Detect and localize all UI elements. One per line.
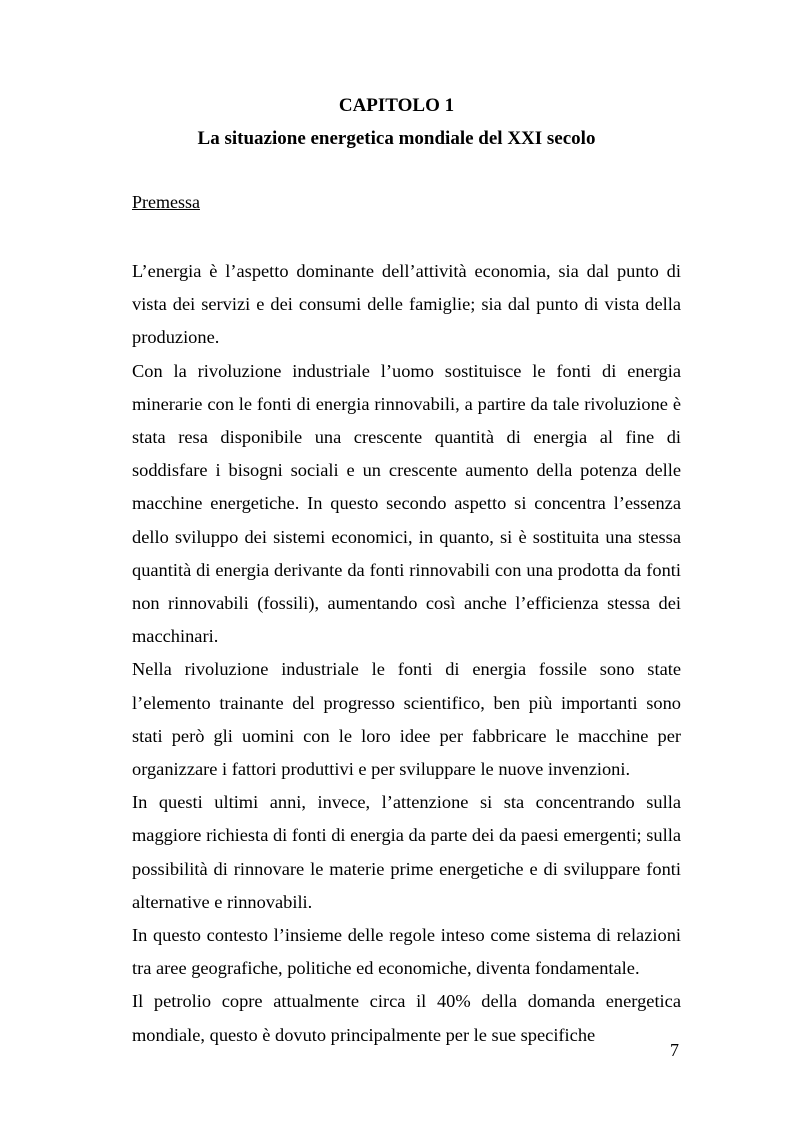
paragraph: L’energia è l’aspetto dominante dell’attività economia, sia dal punto di vista dei servizi e dei consumi delle famiglie; sia dal punto di vista della produzione. xyxy=(132,261,681,348)
chapter-title: La situazione energetica mondiale del XXI secolo xyxy=(197,128,596,149)
paragraph: Nella rivoluzione industriale le fonti di energia fossile sono state l’elemento trainante del progresso scientifico, ben più importanti sono stati però gli uomini con le loro idee per fabbricare le macchine per organizzare i fattori produttivi e per sviluppare le nuove invenzioni. xyxy=(132,659,681,780)
paragraph: In questo contesto l’insieme delle regole inteso come sistema di relazioni tra aree geografiche, politiche ed economiche, diventa fondamentale. xyxy=(132,925,681,979)
paragraph: Il petrolio copre attualmente circa il 40% della domanda energetica mondiale, questo è dovuto principalmente per le sue specifiche xyxy=(132,991,681,1045)
section-heading: Premessa xyxy=(132,192,200,212)
chapter-label: CAPITOLO 1 xyxy=(338,95,455,116)
page-number: 7 xyxy=(670,1040,679,1060)
body-text xyxy=(132,255,681,1052)
paragraph: Con la rivoluzione industriale l’uomo sostituisce le fonti di energia minerarie con le fonti di energia rinnovabili, a partire da tale rivoluzione è stata resa disponibile una crescente quantità di energia al fine di soddisfare i bisogni sociali e un crescente aumento della potenza delle macchine energetiche. In questo secondo aspetto si concentra l’essenza dello sviluppo dei sistemi economici, in quanto, si è sostituita una stessa quantità di energia derivante da fonti rinnovabili con una prodotta da fonti non rinnovabili (fossili), aumentando così anche l’efficienza stessa dei macchinari. xyxy=(132,360,681,647)
paragraph: In questi ultimi anni, invece, l’attenzione si sta concentrando sulla maggiore richiesta di fonti di energia da parte dei da paesi emergenti; sulla possibilità di rinnovare le materie prime energetiche e di sviluppare fonti alternative e rinnovabili. xyxy=(132,792,681,912)
